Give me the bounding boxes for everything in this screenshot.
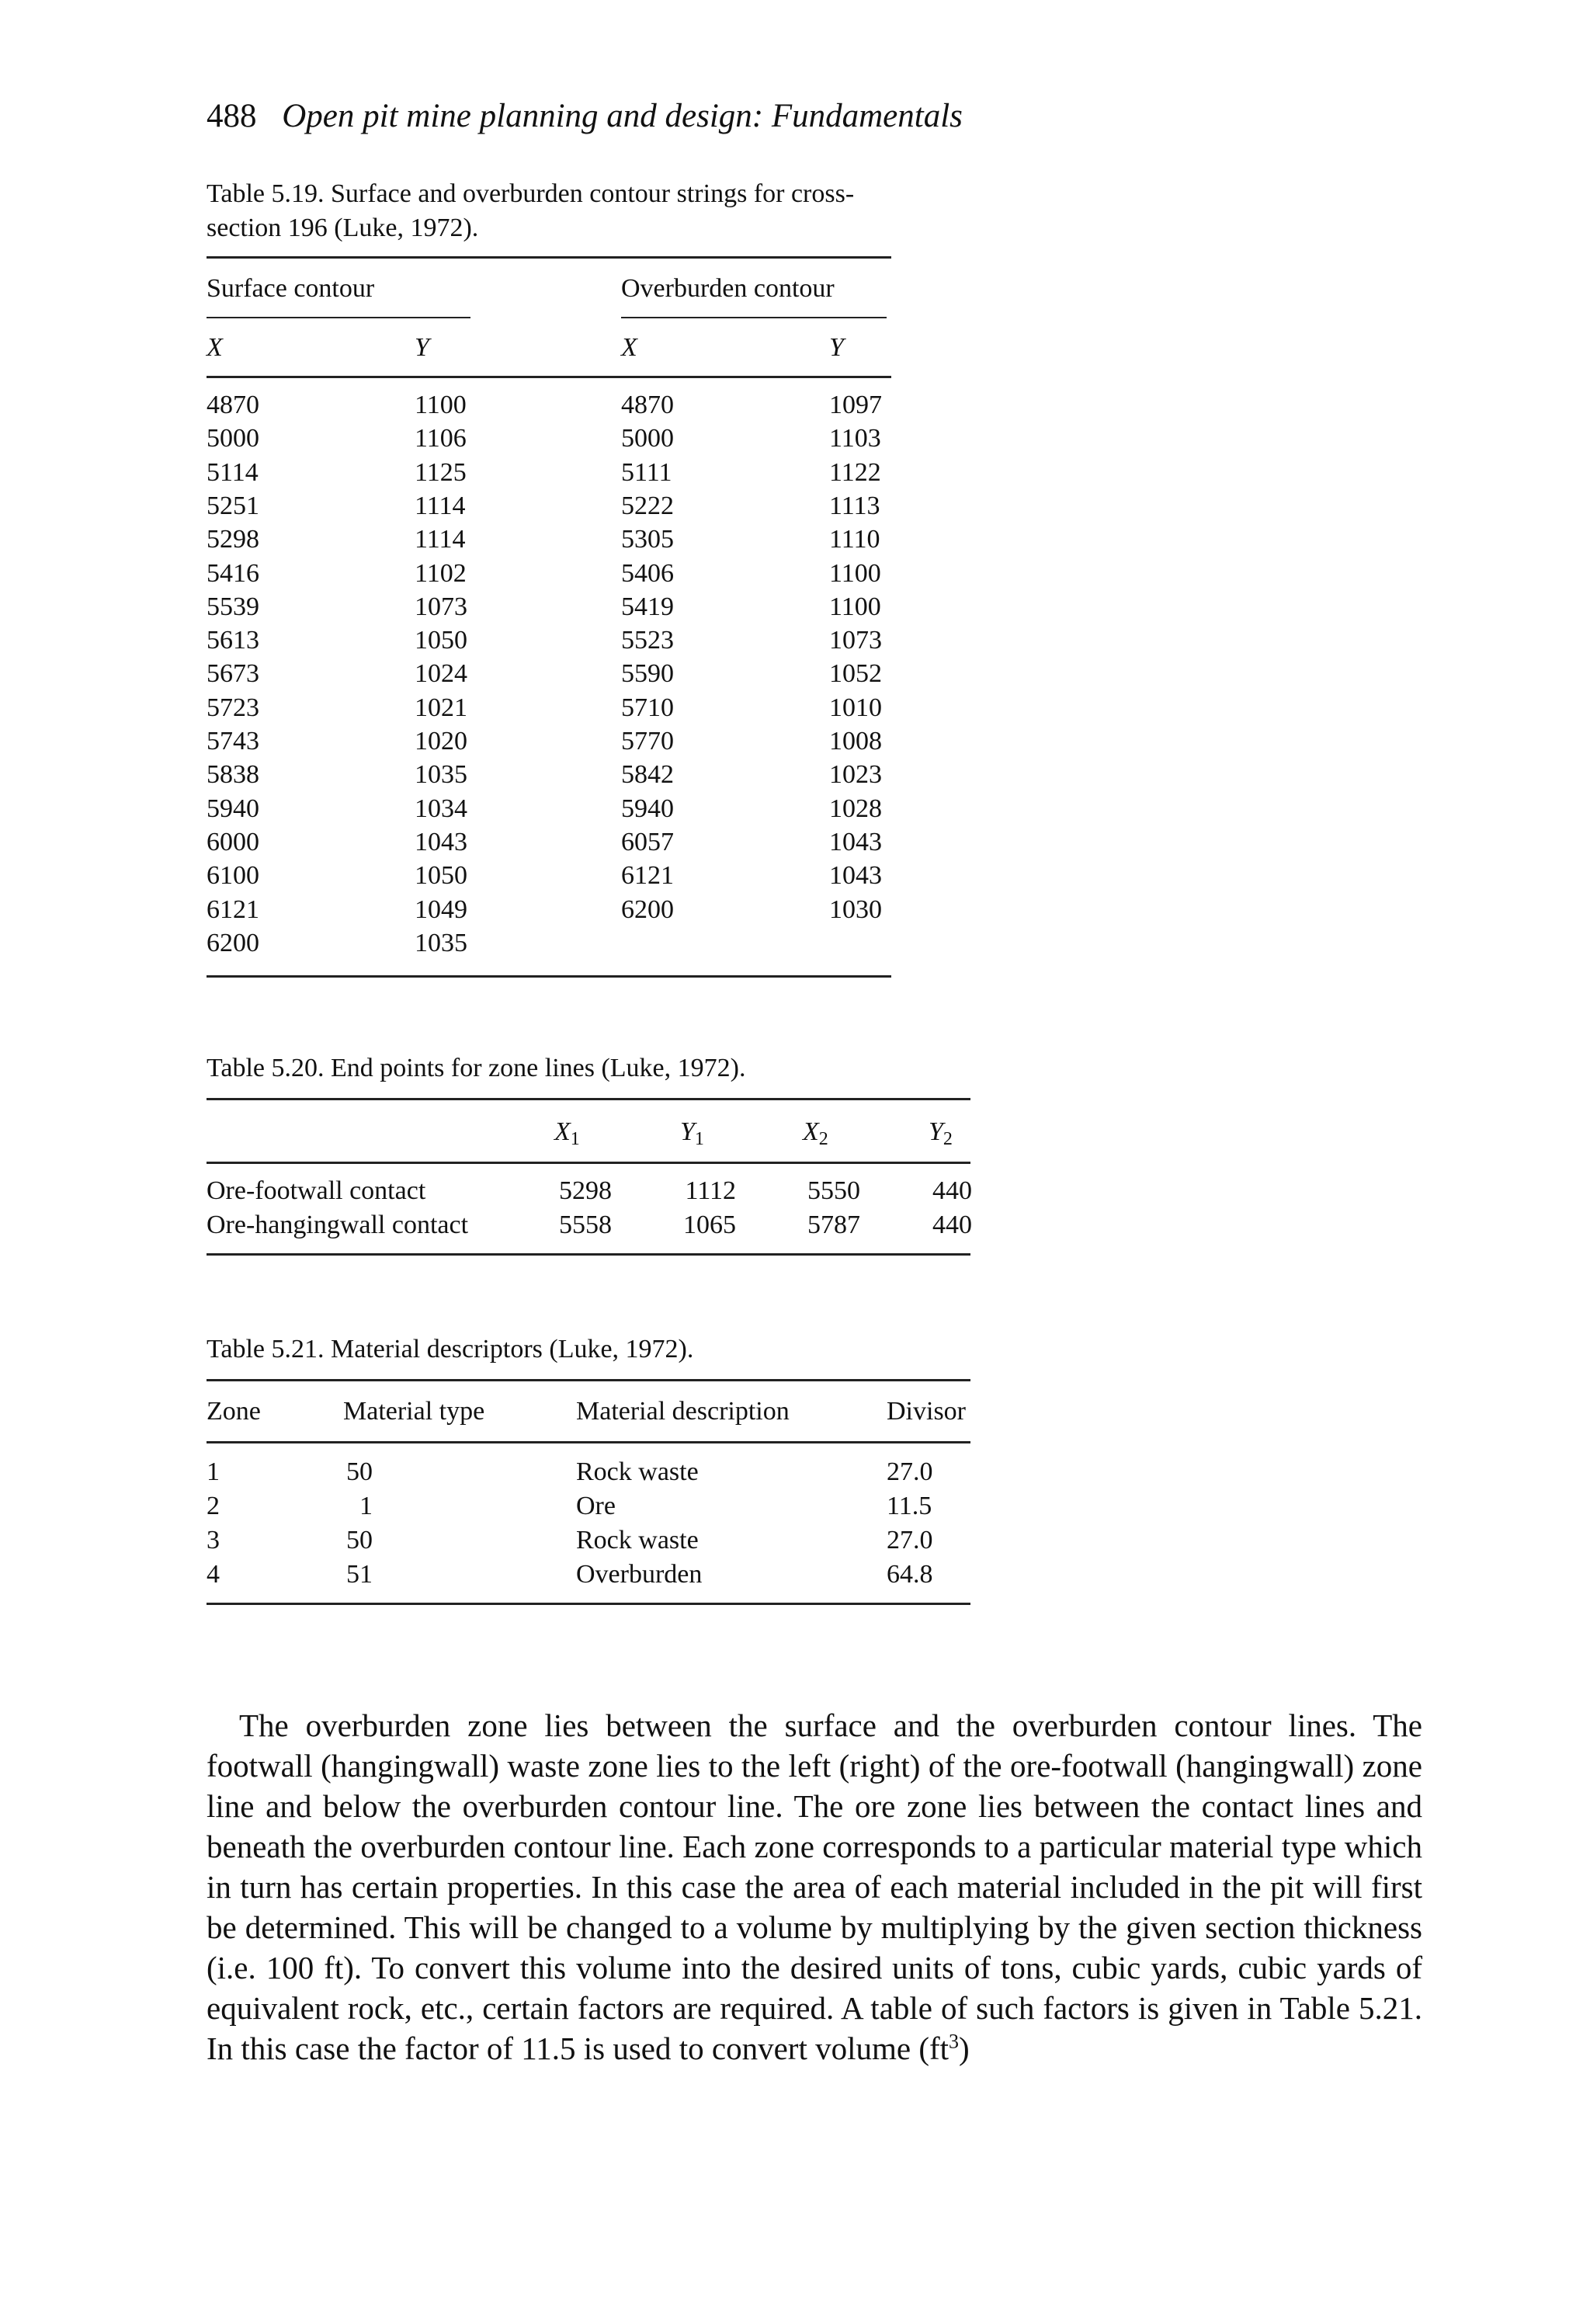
cell-overburden-y: 1023	[829, 760, 882, 789]
col-header-x2-letter: X	[803, 1117, 819, 1146]
cell-zone: 2	[207, 1492, 220, 1520]
col-header-y2-letter: Y	[929, 1117, 943, 1146]
cell-surface-x: 5743	[207, 727, 259, 756]
cell-overburden-x: 6200	[621, 895, 674, 924]
cell-material-type: 51	[346, 1560, 373, 1589]
cell-material-type: 50	[346, 1526, 373, 1555]
body-paragraph	[207, 1705, 1422, 2069]
table-5-19-caption-line1: Table 5.19. Surface and overburden contour strings for cross-	[207, 179, 855, 208]
book-title: Open pit mine planning and design	[282, 98, 752, 134]
cell-overburden-x: 5111	[621, 458, 672, 487]
cell-surface-x: 6121	[207, 895, 259, 924]
col-header-material-type: Material type	[343, 1397, 485, 1426]
cell-overburden-y: 1113	[829, 492, 880, 520]
table-bottom-rule	[207, 975, 891, 978]
table-top-rule	[207, 1098, 970, 1100]
table-5-21-caption: Table 5.21. Material descriptors (Luke, 1972).	[207, 1335, 694, 1363]
cell-overburden-x: 5940	[621, 794, 674, 823]
table-top-rule	[207, 256, 891, 259]
cell-overburden-x: 6121	[621, 861, 674, 890]
table-head-rule	[207, 1441, 970, 1443]
cell-surface-y: 1020	[415, 727, 467, 756]
cell-overburden-y: 1010	[829, 693, 882, 722]
col-header-y1-letter: Y	[680, 1117, 695, 1146]
cell-surface-x: 5251	[207, 492, 259, 520]
cell-surface-x: 5723	[207, 693, 259, 722]
cell-material-description: Ore	[576, 1492, 616, 1520]
cell-surface-y: 1043	[415, 828, 467, 856]
page-number: 488	[207, 98, 257, 134]
cell-y2: 440	[932, 1176, 972, 1205]
col-header-zone: Zone	[207, 1397, 261, 1426]
cell-surface-y: 1024	[415, 659, 467, 688]
cell-surface-y: 1106	[415, 424, 467, 453]
cell-overburden-y: 1100	[829, 592, 881, 621]
cell-surface-y: 1114	[415, 525, 466, 554]
row-label: Ore-footwall contact	[207, 1176, 426, 1205]
cell-surface-x: 6200	[207, 929, 259, 957]
table-bottom-rule	[207, 1603, 970, 1605]
cell-overburden-y: 1122	[829, 458, 881, 487]
table-5-19-caption-line2: section 196 (Luke, 1972).	[207, 214, 479, 242]
group-rule-surface	[207, 317, 470, 318]
cell-overburden-x: 5000	[621, 424, 674, 453]
cell-surface-y: 1035	[415, 760, 467, 789]
group-header-overburden: Overburden contour	[621, 274, 835, 303]
cell-material-description: Rock waste	[576, 1457, 699, 1486]
col-header-y2	[929, 1115, 953, 1156]
row-label: Ore-hangingwall contact	[207, 1211, 469, 1239]
cell-overburden-x: 5523	[621, 626, 674, 655]
cell-overburden-y: 1008	[829, 727, 882, 756]
cell-overburden-x: 5842	[621, 760, 674, 789]
cell-x2: 5550	[807, 1176, 860, 1205]
cell-x2: 5787	[807, 1211, 860, 1239]
cell-overburden-y: 1043	[829, 861, 882, 890]
cell-surface-y: 1034	[415, 794, 467, 823]
col-header-x1-subscript: 1	[570, 1129, 580, 1149]
col-header-surface-y: Y	[415, 333, 429, 362]
cell-zone: 1	[207, 1457, 220, 1486]
cell-divisor: 11.5	[887, 1492, 932, 1520]
cell-overburden-x: 5419	[621, 592, 674, 621]
cell-material-description: Overburden	[576, 1560, 703, 1589]
cell-overburden-x: 5770	[621, 727, 674, 756]
cell-x1: 5558	[559, 1211, 612, 1239]
cell-surface-x: 5298	[207, 525, 259, 554]
cell-overburden-x: 5406	[621, 559, 674, 588]
cell-surface-x: 5673	[207, 659, 259, 688]
cell-surface-x: 5940	[207, 794, 259, 823]
col-header-divisor: Divisor	[887, 1397, 966, 1426]
cell-surface-y: 1049	[415, 895, 467, 924]
group-rule-overburden	[621, 317, 887, 318]
cell-zone: 3	[207, 1526, 220, 1555]
paragraph-closing: )	[959, 2030, 970, 2066]
cell-surface-y: 1050	[415, 626, 467, 655]
cell-overburden-y: 1073	[829, 626, 882, 655]
cell-overburden-y: 1052	[829, 659, 882, 688]
cell-y2: 440	[932, 1211, 972, 1239]
cell-surface-x: 5613	[207, 626, 259, 655]
cell-surface-y: 1035	[415, 929, 467, 957]
table-head-rule	[207, 1162, 970, 1164]
col-header-y1	[680, 1115, 704, 1156]
cell-overburden-y: 1043	[829, 828, 882, 856]
cell-surface-y: 1114	[415, 492, 466, 520]
col-header-material-description: Material description	[576, 1397, 790, 1426]
cell-surface-x: 6000	[207, 828, 259, 856]
cell-overburden-x: 5590	[621, 659, 674, 688]
cell-y1: 1065	[683, 1211, 736, 1239]
running-head	[207, 93, 963, 140]
cell-surface-x: 5000	[207, 424, 259, 453]
col-header-overburden-x: X	[621, 333, 637, 362]
col-header-y1-subscript: 1	[694, 1129, 704, 1149]
paragraph-text: The overburden zone lies between the surface and the overburden contour lines. The footwall (hangingwall) waste zone lies to the left (right) of the ore-footwall (hangingwall) zone line and below the overburden contour line. The ore zone lies between the contact lines and beneath the overburden contour line. Each zone corresponds to a particular material type which in turn has certain properties. In this case the area of each material included in the pit will first be determined. This will be changed to a volume by multiplying by the given section thickness (i.e. 100 ft). To convert this volume into the desired units of tons, cubic yards, cubic yards of equivalent rock, etc., certain factors are required. A table of such factors is given in Table 5.21. In this case the factor of 11.5 is used to convert volume (ft	[207, 1707, 1422, 2066]
cell-overburden-x: 6057	[621, 828, 674, 856]
cell-x1: 5298	[559, 1176, 612, 1205]
cell-surface-y: 1073	[415, 592, 467, 621]
table-top-rule	[207, 1379, 970, 1381]
cell-surface-y: 1102	[415, 559, 467, 588]
cell-surface-y: 1021	[415, 693, 467, 722]
col-header-x2-subscript: 2	[818, 1129, 828, 1149]
cell-divisor: 27.0	[887, 1526, 933, 1555]
cell-overburden-x: 5710	[621, 693, 674, 722]
cell-surface-x: 5114	[207, 458, 259, 487]
cell-overburden-y: 1110	[829, 525, 880, 554]
cell-material-description: Rock waste	[576, 1526, 699, 1555]
col-header-surface-x: X	[207, 333, 223, 362]
cell-surface-x: 5838	[207, 760, 259, 789]
table-head-rule	[207, 376, 891, 378]
cell-overburden-y: 1097	[829, 391, 882, 419]
col-header-y2-subscript: 2	[943, 1129, 953, 1149]
col-header-x1	[554, 1115, 580, 1156]
cell-material-type: 1	[359, 1492, 373, 1520]
col-header-overburden-y: Y	[829, 333, 844, 362]
cell-surface-y: 1050	[415, 861, 467, 890]
cell-overburden-y: 1103	[829, 424, 881, 453]
cell-overburden-x: 5305	[621, 525, 674, 554]
cell-zone: 4	[207, 1560, 220, 1589]
cell-surface-y: 1125	[415, 458, 467, 487]
cell-surface-x: 6100	[207, 861, 259, 890]
col-header-x2	[803, 1115, 828, 1156]
cell-overburden-y: 1030	[829, 895, 882, 924]
col-header-x1-letter: X	[554, 1117, 571, 1146]
cell-surface-x: 5416	[207, 559, 259, 588]
cell-overburden-x: 5222	[621, 492, 674, 520]
group-header-surface: Surface contour	[207, 274, 375, 303]
cell-overburden-y: 1100	[829, 559, 881, 588]
table-5-20-caption: Table 5.20. End points for zone lines (Luke, 1972).	[207, 1054, 746, 1082]
cell-divisor: 64.8	[887, 1560, 933, 1589]
cell-surface-x: 5539	[207, 592, 259, 621]
cell-y1: 1112	[685, 1176, 736, 1205]
cell-overburden-y: 1028	[829, 794, 882, 823]
superscript-3: 3	[949, 2030, 960, 2053]
cell-surface-y: 1100	[415, 391, 467, 419]
cell-overburden-x: 4870	[621, 391, 674, 419]
cell-divisor: 27.0	[887, 1457, 933, 1486]
cell-material-type: 50	[346, 1457, 373, 1486]
table-bottom-rule	[207, 1253, 970, 1256]
book-subtitle: : Fundamentals	[752, 98, 963, 134]
cell-surface-x: 4870	[207, 391, 259, 419]
